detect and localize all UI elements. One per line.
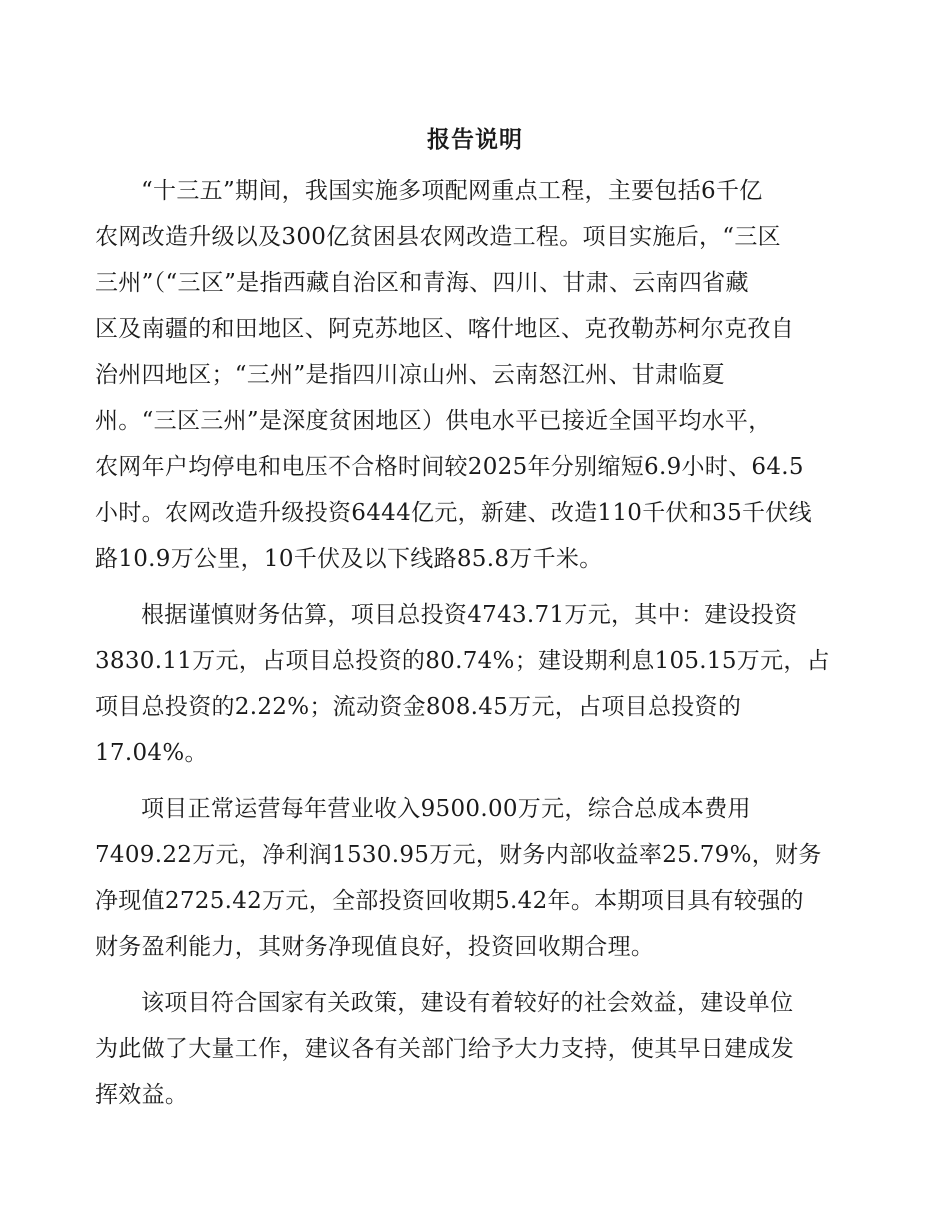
paragraph-line: 该项目符合国家有关政策，建设有着较好的社会效益，建设单位	[141, 990, 794, 1016]
paragraph-line: 农网年户均停电和电压不合格时间较2025年分别缩短6.9小时、64.5	[95, 454, 804, 480]
paragraph-line: 农网改造升级以及300亿贫困县农网改造工程。项目实施后，“三区	[95, 224, 781, 250]
paragraph-line: 为此做了大量工作，建议各有关部门给予大力支持，使其早日建成发	[95, 1036, 794, 1062]
report-body	[95, 168, 865, 1128]
paragraph-line: 财务盈利能力，其财务净现值良好，投资回收期合理。	[95, 934, 655, 960]
paragraph-line: 区及南疆的和田地区、阿克苏地区、喀什地区、克孜勒苏柯尔克孜自	[95, 316, 794, 342]
paragraph-line: 州。“三区三州”是深度贫困地区）供电水平已接近全国平均水平，	[95, 408, 772, 434]
paragraph-line: 挥效益。	[95, 1082, 189, 1108]
paragraph-4	[95, 980, 865, 1118]
paragraph-line: 项目正常运营每年营业收入9500.00万元，综合总成本费用	[141, 796, 751, 822]
paragraph-1	[95, 168, 865, 582]
paragraph-line: 7409.22万元，净利润1530.95万元，财务内部收益率25.79%，财务	[95, 842, 822, 868]
paragraph-line: 17.04%。	[95, 740, 208, 766]
page-title: 报告说明	[427, 126, 523, 153]
paragraph-line: “十三五”期间，我国实施多项配网重点工程，主要包括6千亿	[141, 178, 763, 204]
paragraph-line: 根据谨慎财务估算，项目总投资4743.71万元，其中：建设投资	[141, 602, 798, 628]
paragraph-line: 项目总投资的2.22%；流动资金808.45万元，占项目总投资的	[95, 694, 742, 720]
paragraph-line: 治州四地区；“三州”是指四川凉山州、云南怒江州、甘肃临夏	[95, 362, 725, 388]
paragraph-line: 路10.9万公里，10千伏及以下线路85.8万千米。	[95, 546, 603, 572]
paragraph-line: 三州”（“三区”是指西藏自治区和青海、四川、甘肃、云南四省藏	[95, 270, 749, 296]
paragraph-2	[95, 592, 865, 776]
paragraph-line: 3830.11万元，占项目总投资的80.74%；建设期利息105.15万元，占	[95, 648, 830, 674]
paragraph-line: 净现值2725.42万元，全部投资回收期5.42年。本期项目具有较强的	[95, 888, 804, 914]
paragraph-line: 小时。农网改造升级投资6444亿元，新建、改造110千伏和35千伏线	[95, 500, 812, 526]
paragraph-3	[95, 786, 865, 970]
